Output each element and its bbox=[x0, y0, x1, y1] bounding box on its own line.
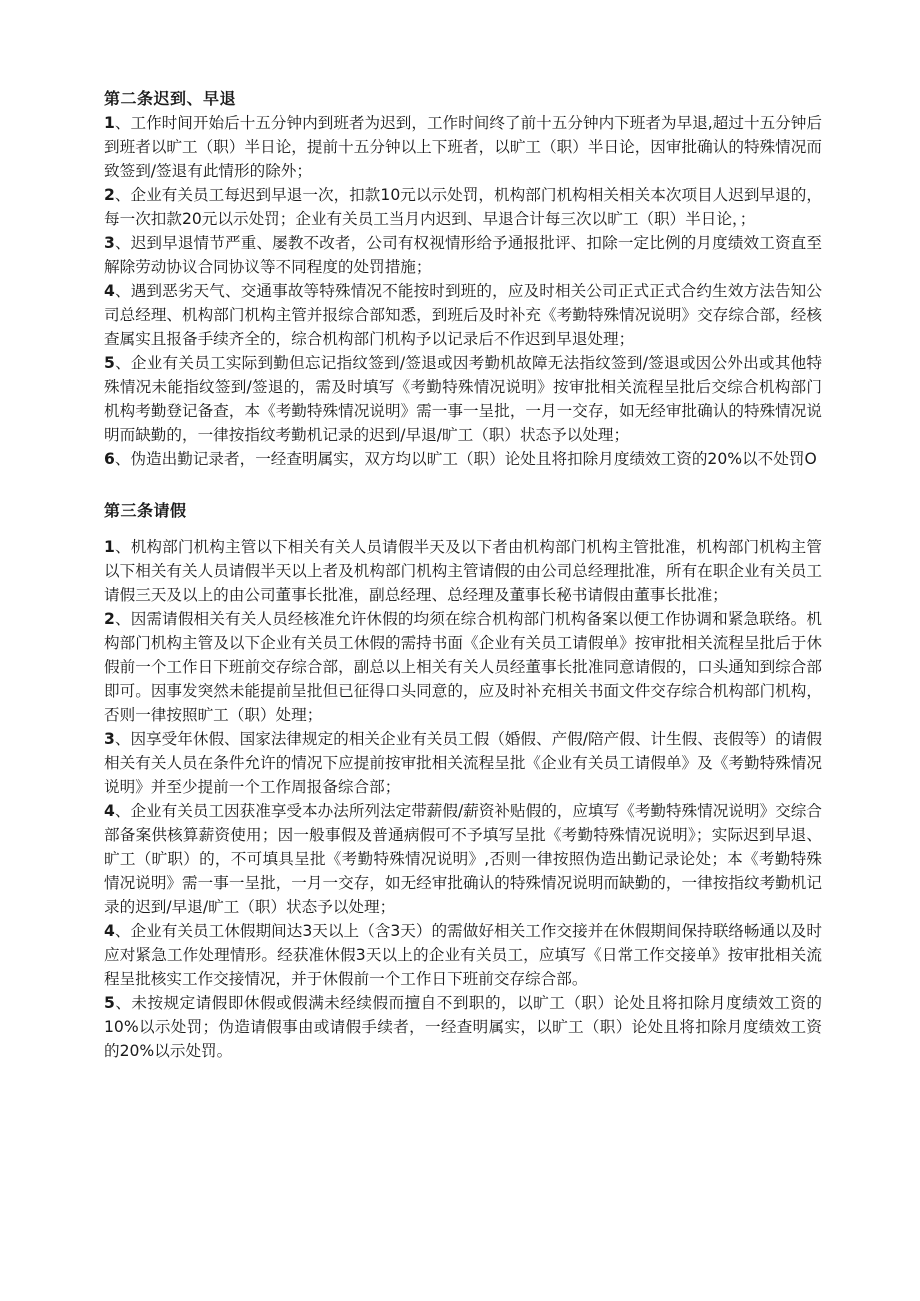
item-text: 、因享受年休假、国家法律规定的相关企业有关员工假（婚假、产假/陪产假、计生假、丧假等）的请假相关有关人员在条件允许的情况下应提前按审批相关流程呈批《企业有关员工请假单》及《考勤特殊情况说明》并至少提前一个工作周报备综合部； bbox=[104, 730, 822, 796]
item-text: 、企业有关员工实际到勤但忘记指纹签到/签退或因考勤机故障无法指纹签到/签退或因公外出或其他特殊情况未能指纹签到/签退的，需及时填写《考勤特殊情况说明》按审批相关流程呈批后交综合机构部门机构考勤登记备查，本《考勤特殊情况说明》需一事一呈批，一月一交存，如无经审批确认的特殊情况说明而缺勤的，一律按指纹考勤机记录的迟到/早退/旷工（职）状态予以处理； bbox=[104, 354, 822, 444]
list-item bbox=[104, 535, 822, 607]
item-text: 、工作时间开始后十五分钟内到班者为迟到，工作时间终了前十五分钟内下班者为早退,超过十五分钟后到班者以旷工（职）半日论，提前十五分钟以上下班者，以旷工（职）半日论，因审批确认的特殊情况而致签到/签退有此情形的除外； bbox=[104, 114, 822, 180]
item-number: 4 bbox=[104, 282, 115, 300]
list-item bbox=[104, 111, 822, 183]
item-number: 3 bbox=[104, 730, 115, 748]
section-article-3 bbox=[104, 499, 822, 1063]
item-text: 、未按规定请假即休假或假满未经续假而擅自不到职的，以旷工（职）论处且将扣除月度绩效工资的10%以示处罚；伪造请假事由或请假手续者，一经查明属实，以旷工（职）论处且将扣除月度绩效工资的20%以示处罚。 bbox=[104, 994, 822, 1060]
list-item bbox=[104, 231, 822, 279]
item-text: 、企业有关员工每迟到早退一次，扣款10元以示处罚，机构部门机构相关相关本次项目人迟到早退的，每一次扣款20元以示处罚；企业有关员工当月内迟到、早退合计每三次以旷工（职）半日论，； bbox=[104, 186, 822, 228]
item-text: 、机构部门机构主管以下相关有关人员请假半天及以下者由机构部门机构主管批准，机构部门机构主管以下相关有关人员请假半天以上者及机构部门机构主管请假的由公司总经理批准，所有在职企业有关员工请假三天及以上的由公司董事长批准，副总经理、总经理及董事长秘书请假由董事长批准； bbox=[104, 538, 822, 604]
list-item bbox=[104, 351, 822, 447]
item-text: 、企业有关员工休假期间达3天以上（含3天）的需做好相关工作交接并在休假期间保持联络畅通以及时应对紧急工作处理情形。经获准休假3天以上的企业有关员工，应填写《日常工作交接单》按审批相关流程呈批核实工作交接情况，并于休假前一个工作日下班前交存综合部。 bbox=[104, 922, 822, 988]
item-number: 5 bbox=[104, 994, 115, 1012]
list-item bbox=[104, 183, 822, 231]
list-item bbox=[104, 447, 822, 471]
item-number: 4 bbox=[104, 802, 115, 820]
section-title: 第三条请假 bbox=[104, 501, 187, 520]
section-article-2 bbox=[104, 87, 822, 471]
item-number: 2 bbox=[104, 610, 115, 628]
item-text: 、迟到早退情节严重、屡教不改者，公司有权视情形给予通报批评、扣除一定比例的月度绩效工资直至解除劳动协议合同协议等不同程度的处罚措施； bbox=[104, 234, 822, 276]
item-number: 1 bbox=[104, 114, 115, 132]
item-text: 、因需请假相关有关人员经核准允许休假的均须在综合机构部门机构备案以便工作协调和紧急联络。机构部门机构主管及以下企业有关员工休假的需持书面《企业有关员工请假单》按审批相关流程呈批后于休假前一个工作日下班前交存综合部，副总以上相关有关人员经董事长批准同意请假的，口头通知到综合部即可。因事发突然未能提前呈批但已征得口头同意的，应及时补充相关书面文件交存综合机构部门机构，否则一律按照旷工（职）处理； bbox=[104, 610, 822, 724]
item-number: 1 bbox=[104, 538, 115, 556]
item-text: 、遇到恶劣天气、交通事故等特殊情况不能按时到班的，应及时相关公司正式正式合约生效方法告知公司总经理、机构部门机构主管并报综合部知悉，到班后及时补充《考勤特殊情况说明》交存综合部，经核查属实且报备手续齐全的，综合机构部门机构予以记录后不作迟到早退处理； bbox=[104, 282, 822, 348]
list-item bbox=[104, 919, 822, 991]
list-item bbox=[104, 607, 822, 727]
section-body bbox=[104, 535, 822, 1063]
section-title: 第二条迟到、早退 bbox=[104, 89, 237, 108]
list-item bbox=[104, 799, 822, 919]
item-text: 、伪造出勤记录者，一经查明属实，双方均以旷工（职）论处且将扣除月度绩效工资的20%以不处罚O bbox=[114, 450, 817, 468]
item-number: 4 bbox=[104, 922, 115, 940]
list-item bbox=[104, 279, 822, 351]
document-page bbox=[104, 87, 822, 1063]
item-number: 5 bbox=[104, 354, 115, 372]
item-number: 2 bbox=[104, 186, 115, 204]
item-text: 、企业有关员工因获准享受本办法所列法定带薪假/薪资补贴假的，应填写《考勤特殊情况说明》交综合部备案供核算薪资使用；因一般事假及普通病假可不予填写呈批《考勤特殊情况说明》；实际迟到早退、旷工（旷职）的，不可填具呈批《考勤特殊情况说明》,否则一律按照伪造出勤记录论处；本《考勤特殊情况说明》需一事一呈批，一月一交存，如无经审批确认的特殊情况说明而缺勤的，一律按指纹考勤机记录的迟到/早退/旷工（职）状态予以处理； bbox=[104, 802, 822, 916]
list-item bbox=[104, 727, 822, 799]
item-number: 6 bbox=[104, 450, 115, 468]
list-item bbox=[104, 991, 822, 1063]
item-number: 3 bbox=[104, 234, 115, 252]
